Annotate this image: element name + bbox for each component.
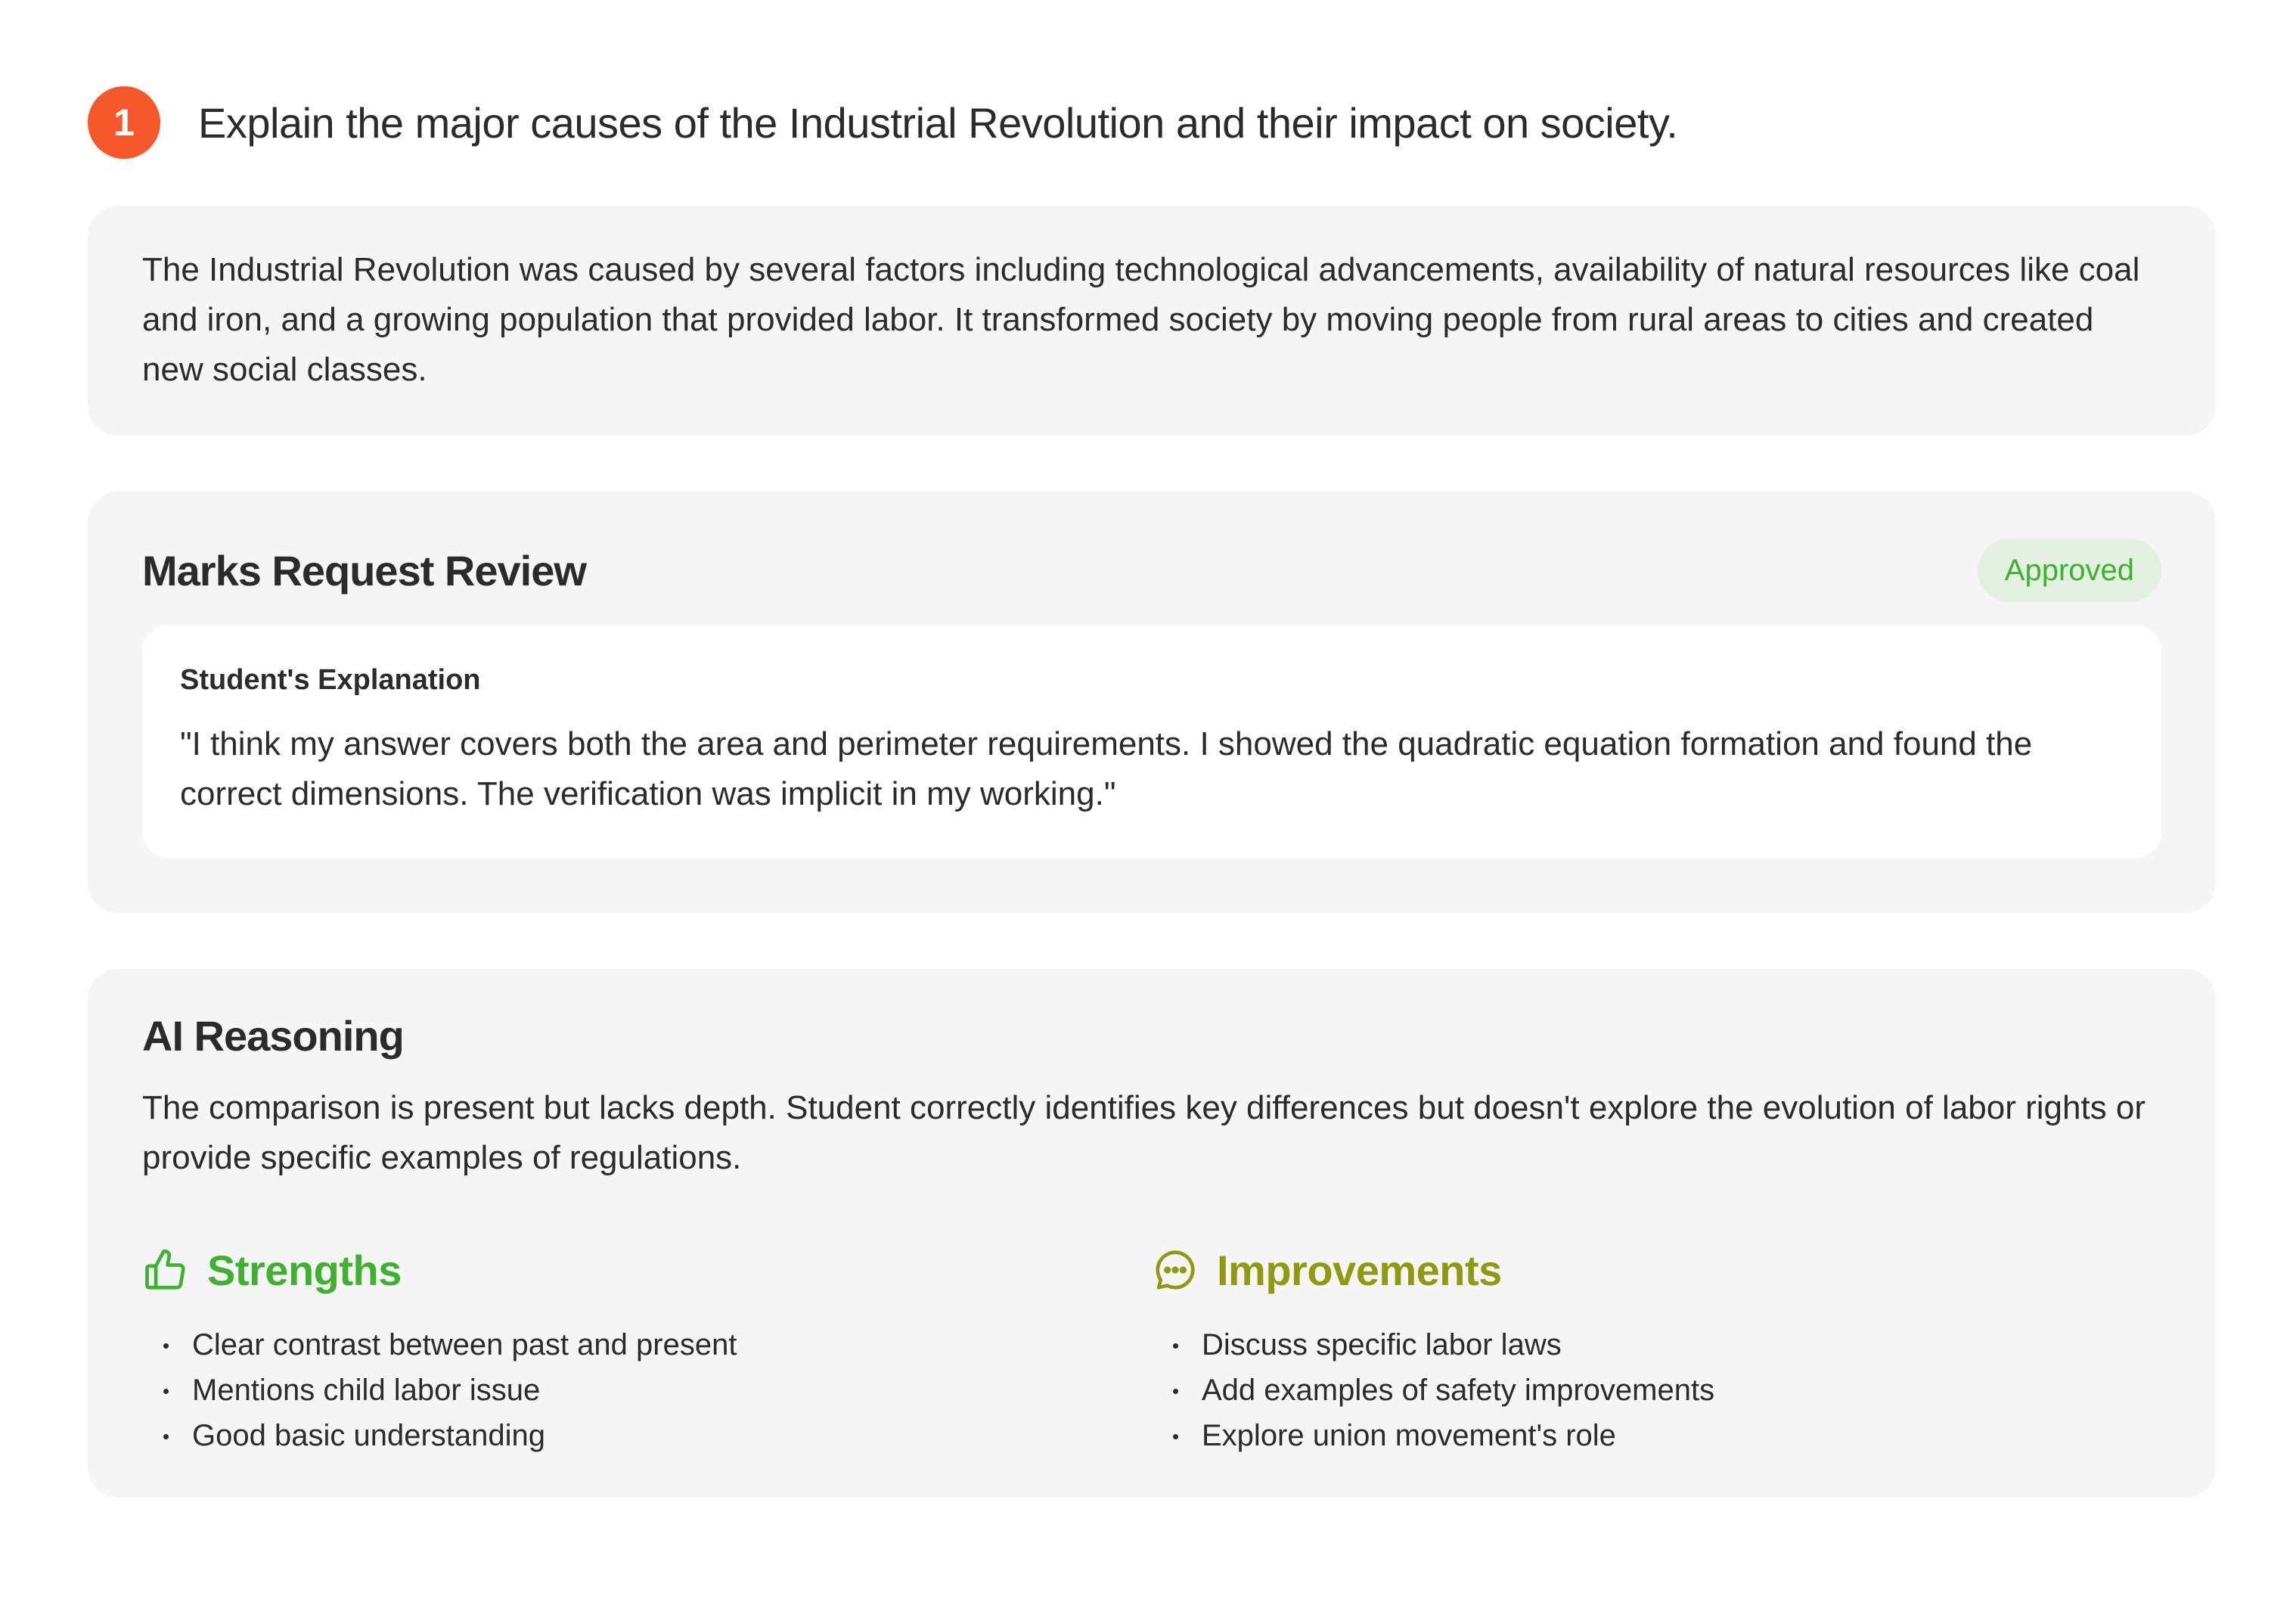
strengths-list <box>142 1322 1152 1458</box>
improvements-column <box>1152 1243 2161 1458</box>
explanation-label: Student's Explanation <box>180 664 481 696</box>
strengths-title: Strengths <box>207 1246 402 1294</box>
list-item: Explore union movement's role <box>1152 1413 2161 1458</box>
strengths-column <box>142 1243 1152 1458</box>
list-item: Clear contrast between past and present <box>142 1322 1152 1368</box>
marks-request-review-card <box>88 492 2216 913</box>
improvements-title: Improvements <box>1217 1246 1502 1294</box>
feedback-columns <box>142 1243 2161 1458</box>
review-page <box>88 85 2216 1498</box>
student-answer-card <box>88 206 2216 436</box>
chat-bubble-icon <box>1152 1247 1199 1293</box>
status-badge: Approved <box>1978 539 2161 602</box>
explanation-text: "I think my answer covers both the area and perimeter requirements. I showed the quadratic equation formation and found the correct dimensions. The verification was implicit in my working." <box>180 725 2033 812</box>
student-explanation-box <box>142 625 2161 858</box>
review-header <box>142 539 2161 602</box>
review-title: Marks Request Review <box>142 546 586 595</box>
improvements-header <box>1152 1243 2161 1296</box>
student-answer-text: The Industrial Revolution was caused by several factors including technological advancements, availability of natural resources like coal and iron, and a growing population that provided labor. It transformed society by moving people from rural areas to cities and created new social classes. <box>142 251 2140 388</box>
question-number-badge: 1 <box>88 86 160 159</box>
improvements-list <box>1152 1322 2161 1458</box>
list-item: Good basic understanding <box>142 1413 1152 1458</box>
list-item: Mentions child labor issue <box>142 1368 1152 1413</box>
ai-reasoning-card <box>88 969 2216 1498</box>
list-item: Discuss specific labor laws <box>1152 1322 2161 1368</box>
thumbs-up-icon <box>142 1247 189 1293</box>
ai-reasoning-text: The comparison is present but lacks depth. Student correctly identifies key differences but doesn't explore the evolution of labor rights or provide specific examples of regulations. <box>142 1089 2146 1176</box>
list-item: Add examples of safety improvements <box>1152 1368 2161 1413</box>
question-text: Explain the major causes of the Industrial Revolution and their impact on society. <box>198 98 1678 147</box>
strengths-header <box>142 1243 1152 1296</box>
ai-reasoning-title: AI Reasoning <box>142 1012 404 1060</box>
question-header <box>88 85 2216 160</box>
